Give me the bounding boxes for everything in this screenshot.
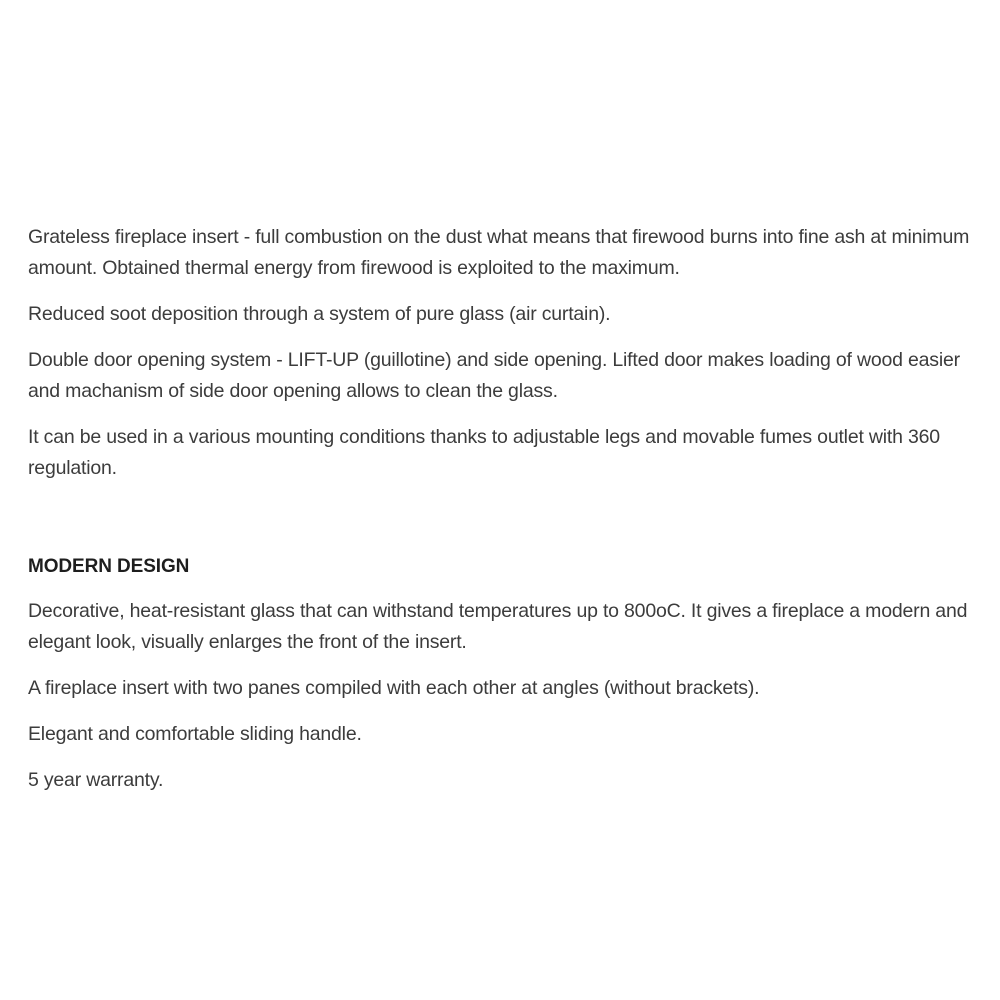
paragraph-sliding-handle: Elegant and comfortable sliding handle. bbox=[28, 723, 362, 745]
paragraph-mounting-conditions: It can be used in a various mounting conditions thanks to adjustable legs and movable fumes outlet with 360 regulation. bbox=[28, 426, 940, 479]
section-heading-modern-design: MODERN DESIGN bbox=[28, 556, 190, 577]
paragraph-two-panes: A fireplace insert with two panes compiled with each other at angles (without brackets). bbox=[28, 677, 760, 699]
paragraph-grateless-insert: Grateless fireplace insert - full combustion on the dust what means that firewood burns into fine ash at minimum amount. Obtained thermal energy from firewood is exploited to the maximum. bbox=[28, 226, 970, 279]
paragraph-heat-resistant-glass: Decorative, heat-resistant glass that can withstand temperatures up to 800oC. It gives a fireplace a modern and elegant look, visually enlarges the front of the insert. bbox=[28, 600, 968, 653]
paragraph-warranty: 5 year warranty. bbox=[28, 769, 164, 791]
paragraph-door-opening-system: Double door opening system - LIFT-UP (guillotine) and side opening. Lifted door makes loading of wood easier and machanism of side door opening allows to clean the glass. bbox=[28, 349, 960, 402]
product-description bbox=[28, 222, 978, 811]
section-spacer bbox=[28, 499, 978, 551]
paragraph-soot-deposition: Reduced soot deposition through a system of pure glass (air curtain). bbox=[28, 303, 611, 325]
